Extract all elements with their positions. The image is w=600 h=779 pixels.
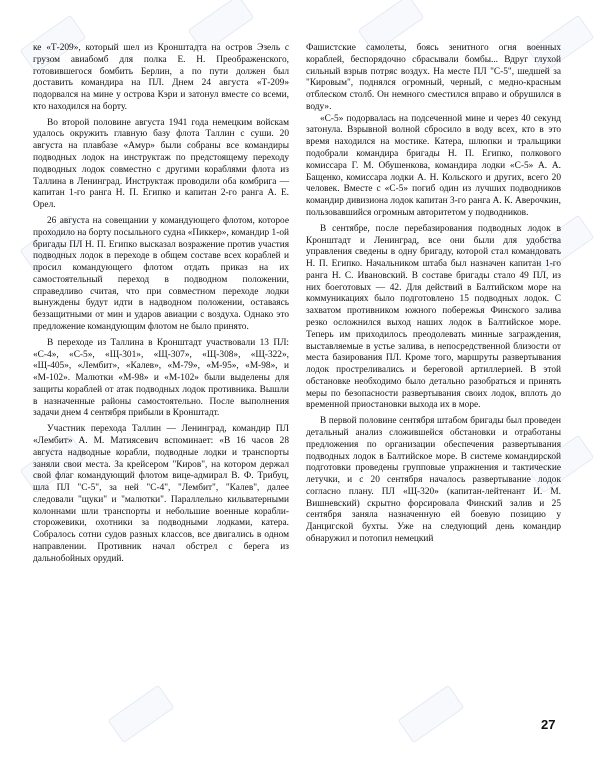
paragraph: В сентябре, после перебазирования подводных лодок в Кронштадт и Ленинград, все они были для удобства управления сведены в одну бригаду, которой стал командовать Н. П. Египко. Начальником штаба был назначен капитан 1-го ранга Н. С. Ивановский. В составе бригады стало 49 ПЛ, из них боеготовых — 42. Для действий в Балтийском море на коммуникациях было подготовлено 15 подводных лодок. С захватом противником южного побережья Финского залива резко осложнился выход наших лодок в Балтийское море. Теперь им приходилось преодолевать минные заграждения, выставляемые в устье залива, в непосредственной близости от места базирования ПЛ. Кроме того, маршруты развертывания лодок простреливались и береговой артиллерией. В этой обстановке необходимо было детально разобраться и принять меры по безопасности развертывания своих лодок, вплоть до временной приостановки выхода их в море.: [306, 223, 561, 411]
paragraph: Во второй половине августа 1941 года немецким войскам удалось окружить главную базу флота Таллин с суши. 20 августа на плавбазе «Амур» были собраны все командиры подводных лодок на инструктаж по предстоящему переходу подводных лодок совместно с другими кораблями флота из Таллина в Ленинград. Инструктаж проводили оба комбрига — капитан 1-го ранга Н. П. Египко и капитан 2-го ранга А. Е. Орел.: [33, 117, 289, 211]
watermark-stamp: [108, 685, 175, 743]
paragraph: «С-5» подорвалась на подсеченной мине и через 40 секунд затонула. Взрывной волной сбросило в воду всех, кто в это время находился на мостике. Катера, шлюпки и тральщики подобрали командира бригады Н. П. Египко, полкового комиссара Г. М. Обушенкова, командира лодки «С-5» А. А. Бащенко, комиссара лодки А. Н. Кольского и других, всего 20 человек. Вместе с «С-5» погиб один из лучших подводников командир дивизиона лодок капитан 3-го ранга А. К. Аверочкин, пользовавшийся огромным авторитетом у подводников.: [306, 113, 561, 218]
paragraph: В первой половине сентября штабом бригады был проведен детальный анализ сложившейся обстановки и отработаны предложения по организации обеспечения развертывания подводных лодок в Балтийское море. В системе командирской подготовки проведены групповые упражнения и тактические летучки, и с 20 сентября началось развертывание лодок согласно плану. ПЛ «Щ-320» (капитан-лейтенант И. М. Вишневский) скрытно форсировала Финский залив и 25 сентября заняла назначенную ей боевую позицию у Данцигской бухты. Уже на следующий день командир обнаружил и потопил немецкий: [306, 416, 561, 545]
paragraph: В переходе из Таллина в Кронштадт участвовали 13 ПЛ: «С-4», «С-5», «Щ-301», «Щ-307», «Щ-308», «Щ-322», «Щ-405», «Лембит», «Калев», «М-79», «М-95», «М-98», и «М-102». Малютки «М-98» и «М-102» были выделены для защиты кораблей от атак подводных лодок противника. Вышли в назначенные районы самостоятельно. После выполнения задачи днем 4 сентября прибыли в Кронштадт.: [33, 337, 289, 419]
watermark-stamp: [398, 685, 465, 743]
paragraph: Фашистские самолеты, боясь зенитного огня военных кораблей, беспорядочно сбрасывали бомбы... Вдруг глухой сильный взрыв потряс воздух. На месте ПЛ "С-5", шедшей за "Кировым", поднялся огромный, черный, с медно-красным отблеском столб. Он немного сместился вправо и обрушился в воду».: [306, 43, 561, 112]
paragraph: Участник перехода Таллин — Ленинград, командир ПЛ «Лембит» А. М. Матиясевич вспоминает: «В 16 часов 28 августа надводные корабли, подводные лодки и транспорты заняли свои места. За крейсером "Киров", на котором держал свой флаг командующий флотом вице-адмирал В. Ф. Трибуц, шла ПЛ "С-5", за ней "С-4", "Лембит", "Калев", далее следовали "щуки" и "малютки". Параллельно кильватерными колоннами шли транспорты и небольшие военные корабли-сторожевики, охотники за подводными лодками, катера. Собралось сотни судов разных классов, все двигались в одном направлении. Противник начал обстрел с берега из дальнобойных орудий.: [33, 424, 289, 564]
page-number: 27: [541, 717, 556, 732]
left-text-column: [33, 43, 289, 566]
right-text-column: [306, 43, 561, 546]
paragraph: ке «Т-209», который шел из Кронштадта на остров Эзель с грузом авиабомб для полка Е. Н. Преображенского, готовившегося бомбить Берлин, а по пути должен был доставить командира на ПЛ. Днем 24 августа «Т-209» подорвался на мине у острова Кэри и затонул вместе со всеми, кто находился на борту.: [33, 43, 289, 112]
paragraph: 26 августа на совещании у командующего флотом, которое проходило на борту посыльного судна «Пиккер», командир 1-ой бригады ПЛ Н. П. Египко высказал возражение против участия подводных лодок в переходе в общем составе всех кораблей и просил командующего флотом отдать приказ на их самостоятельный переход в подводном положении, справедливо считая, что при совместном переходе лодки вынуждены будут идти в надводном положении, оставаясь беззащитными от мин и ударов авиации с воздуха. Однако это предложение командующим флотом не было принято.: [33, 215, 289, 332]
